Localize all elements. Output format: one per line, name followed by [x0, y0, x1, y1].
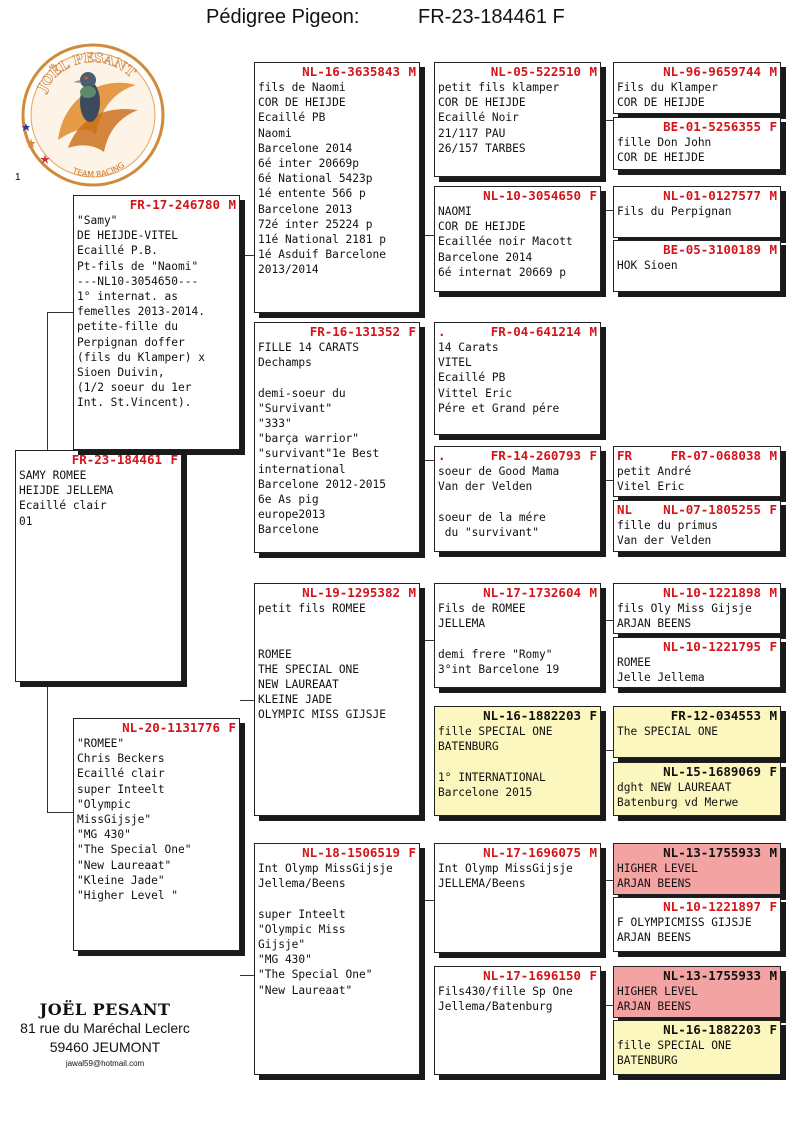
card-ring: FR-23-184461 — [71, 452, 162, 467]
connector-line — [420, 900, 434, 901]
connector-line — [420, 460, 434, 461]
card-sex: F — [769, 639, 777, 654]
ancestor-card — [613, 117, 781, 170]
card-sex: M — [769, 708, 777, 723]
subject-card — [15, 450, 182, 682]
connector-line — [240, 700, 254, 701]
card-ring: BE-01-5256355 — [663, 119, 761, 134]
card-sex: M — [769, 242, 777, 257]
card-ring: NL-10-3054650 — [483, 188, 581, 203]
card-text: fille Don John COR DE HEIJDE — [617, 136, 712, 165]
ancestor-card — [434, 446, 601, 552]
ancestor-card-highlight — [613, 706, 781, 758]
granddam-maternal-card — [254, 843, 420, 1075]
card-sex: M — [769, 585, 777, 600]
card-ring: FR-17-246780 — [129, 197, 220, 212]
breeder-email: jawal59@hotmail.com — [65, 1059, 145, 1068]
connector-line — [47, 812, 73, 813]
breeder-city: 59460 JEUMONT — [49, 1039, 161, 1055]
card-ring: FR-16-131352 — [309, 324, 400, 339]
breeder-name: JOËL PESANT — [39, 1000, 171, 1019]
page-number: 1 — [15, 172, 21, 183]
logo-top-text: JOËL PESANT — [35, 50, 139, 95]
card-text: fils Oly Miss Gijsje ARJAN BEENS — [617, 602, 752, 631]
card-ring: NL-96-9659744 — [663, 64, 761, 79]
card-sex: M — [589, 585, 597, 600]
card-prefix: FR — [617, 448, 633, 463]
connector-line — [601, 1005, 613, 1006]
card-ring: NL-05-522510 — [490, 64, 581, 79]
card-sex: M — [589, 845, 597, 860]
ancestor-card — [613, 583, 781, 634]
card-sex: F — [589, 448, 597, 463]
connector-line — [601, 210, 613, 211]
card-ring: NL-16-3635843 — [302, 64, 400, 79]
ancestor-card — [434, 62, 601, 177]
team-logo-icon — [18, 40, 168, 190]
card-sex: M — [769, 188, 777, 203]
card-text: soeur de Good Mama Van der Velden soeur de la mére du "survivant" — [438, 465, 560, 539]
card-sex: M — [408, 64, 416, 79]
card-ring: NL-01-0127577 — [663, 188, 761, 203]
card-text: fille SPECIAL ONE BATENBURG 1° INTERNATIONAL Barcelone 2015 — [438, 725, 553, 799]
sire-card — [73, 195, 240, 450]
card-text: petit André Vitel Eric — [617, 465, 692, 494]
ancestor-card — [434, 843, 601, 953]
card-ring: NL-17-1696150 — [483, 968, 581, 983]
ancestor-card — [613, 62, 781, 114]
card-ring: NL-13-1755933 — [663, 845, 761, 860]
title-ring: FR-23-184461 F — [418, 6, 565, 28]
card-sex: M — [589, 324, 597, 339]
ancestor-card — [434, 186, 601, 292]
ancestor-card — [613, 637, 781, 688]
card-ring: NL-17-1732604 — [483, 585, 581, 600]
breeder-footer — [0, 1000, 210, 1068]
card-text: Fils du Perpignan — [617, 205, 732, 218]
ancestor-card-highlight — [613, 762, 781, 816]
granddam-paternal-card — [254, 322, 420, 553]
card-ring: FR-07-068038 — [670, 448, 761, 463]
card-ring: FR-14-260793 — [490, 448, 581, 463]
card-ring: NL-10-1221795 — [663, 639, 761, 654]
card-ring: FR-12-034553 — [670, 708, 761, 723]
card-text: petit fils klamper COR DE HEIJDE Ecaillé Noir 21/117 PAU 26/157 TARBES — [438, 81, 560, 155]
logo-bottom-text: TEAM RACING — [71, 160, 127, 180]
connector-line — [601, 120, 613, 121]
card-text: NAOMI COR DE HEIJDE Ecaillée noir Macott Barcelone 2014 6é internat 20669 p — [438, 205, 573, 279]
card-text: Int Olymp MissGijsje JELLEMA/Beens — [438, 862, 573, 891]
card-sex: F — [170, 452, 178, 467]
connector-line — [420, 640, 434, 641]
ancestor-card — [613, 240, 781, 292]
breeder-address: 81 rue du Maréchal Leclerc — [20, 1020, 190, 1036]
connector-line — [240, 255, 254, 256]
dam-card — [73, 718, 240, 951]
card-text: "Samy" DE HEIJDE-VITEL Ecaillé P.B. Pt-fils de "Naomi" ---NL10-3054650--- 1° internat. as femelles 2013-2014. petite-fille du Perpignan doffer (fils du Klamper) x Sioen Duivin, (1/2 soeur du 1er Int. St.Vincent). — [77, 214, 205, 410]
card-ring: NL-18-1506519 — [302, 845, 400, 860]
card-sex: F — [228, 720, 236, 735]
card-sex: M — [769, 64, 777, 79]
connector-line — [420, 235, 434, 236]
card-sex: F — [589, 708, 597, 723]
card-text: F OLYMPICMISS GIJSJE ARJAN BEENS — [617, 916, 752, 945]
card-sex: M — [228, 197, 236, 212]
card-sex: F — [589, 188, 597, 203]
ancestor-card — [613, 186, 781, 238]
ancestor-card-highlight — [613, 843, 781, 895]
card-text: Int Olymp MissGijsje Jellema/Beens super Inteelt "Olympic Miss Gijsje" "MG 430" "The Special One" "New Laureaat" — [258, 862, 393, 997]
card-ring: NL-15-1689069 — [663, 764, 761, 779]
card-sex: M — [408, 585, 416, 600]
card-text: FILLE 14 CARATS Dechamps demi-soeur du "Survivant" "333" "barça warrior" "survivant"1e Best international Barcelone 2012-2015 6e As pig europe2013 Barcelone — [258, 341, 386, 537]
card-text: Fils du Klamper COR DE HEIJDE — [617, 81, 719, 110]
card-sex: F — [408, 845, 416, 860]
card-sex: F — [769, 502, 777, 517]
card-text: fille du primus Van der Velden — [617, 519, 719, 548]
card-text: fils de Naomi COR DE HEIJDE Ecaillé PB Naomi Barcelone 2014 6é inter 20669p 6é National 5423p 1é entente 566 p Barcelone 2013 72é inter 25224 p 11é National 2181 p 1é Asduif Barcelone 2013/2014 — [258, 81, 386, 277]
card-text: Fils430/fille Sp One Jellema/Batenburg — [438, 985, 573, 1014]
card-text: 14 Carats VITEL Ecaillé PB Vittel Eric Pére et Grand pére — [438, 341, 560, 415]
ancestor-card-highlight — [434, 706, 601, 816]
card-text: dght NEW LAUREAAT Batenburg vd Merwe — [617, 781, 739, 810]
card-sex: M — [589, 64, 597, 79]
card-ring: NL-13-1755933 — [663, 968, 761, 983]
card-ring: NL-16-1882203 — [483, 708, 581, 723]
card-ring: FR-04-641214 — [490, 324, 581, 339]
ancestor-card — [613, 446, 781, 497]
card-sex: F — [769, 764, 777, 779]
card-ring: NL-19-1295382 — [302, 585, 400, 600]
connector-line — [47, 312, 48, 450]
card-ring: NL-10-1221898 — [663, 585, 761, 600]
card-sex: F — [769, 1022, 777, 1037]
card-sex: M — [769, 448, 777, 463]
card-prefix: NL — [617, 502, 633, 517]
card-ring: NL-17-1696075 — [483, 845, 581, 860]
ancestor-card — [613, 897, 781, 952]
connector-line — [47, 312, 73, 313]
connector-line — [601, 620, 613, 621]
card-ring: NL-20-1131776 — [122, 720, 220, 735]
card-text: The SPECIAL ONE — [617, 725, 719, 738]
card-sex: M — [769, 968, 777, 983]
card-text: ROMEE Jelle Jellema — [617, 656, 705, 685]
card-text: SAMY ROMEE HEIJDE JELLEMA Ecaillé clair 01 — [19, 469, 114, 528]
card-text: HOK Sioen — [617, 259, 678, 272]
ancestor-card — [434, 966, 601, 1075]
title-label: Pédigree Pigeon: — [206, 6, 360, 28]
card-sex: F — [408, 324, 416, 339]
card-prefix: . — [438, 448, 446, 463]
ancestor-card-highlight — [613, 966, 781, 1018]
card-text: "ROMEE" Chris Beckers Ecaillé clair super Inteelt "Olympic MissGijsje" "MG 430" "The Special One" "New Laureaat" "Kleine Jade" "Higher Level " — [77, 737, 192, 903]
card-prefix: . — [438, 324, 446, 339]
card-sex: F — [769, 119, 777, 134]
card-sex: F — [589, 968, 597, 983]
card-ring: NL-10-1221897 — [663, 899, 761, 914]
card-sex: M — [769, 845, 777, 860]
card-text: HIGHER LEVEL ARJAN BEENS — [617, 862, 698, 891]
card-text: fille SPECIAL ONE BATENBURG — [617, 1039, 732, 1068]
connector-line — [601, 880, 613, 881]
connector-line — [601, 480, 613, 481]
card-ring: NL-07-1805255 — [663, 502, 761, 517]
ancestor-card — [613, 500, 781, 552]
connector-line — [240, 975, 254, 976]
card-text: petit fils ROMEE ROMEE THE SPECIAL ONE NEW LAUREAAT KLEINE JADE OLYMPIC MISS GIJSJE — [258, 602, 386, 722]
card-ring: BE-05-3100189 — [663, 242, 761, 257]
connector-line — [47, 682, 48, 812]
card-ring: NL-16-1882203 — [663, 1022, 761, 1037]
card-sex: F — [769, 899, 777, 914]
card-text: HIGHER LEVEL ARJAN BEENS — [617, 985, 698, 1014]
card-text: Fils de ROMEE JELLEMA demi frere "Romy" 3°int Barcelone 19 — [438, 602, 560, 676]
ancestor-card — [434, 583, 601, 688]
grandsire-maternal-card — [254, 583, 420, 816]
ancestor-card — [434, 322, 601, 435]
grandsire-paternal-card — [254, 62, 420, 313]
ancestor-card-highlight — [613, 1020, 781, 1075]
connector-line — [601, 750, 613, 751]
